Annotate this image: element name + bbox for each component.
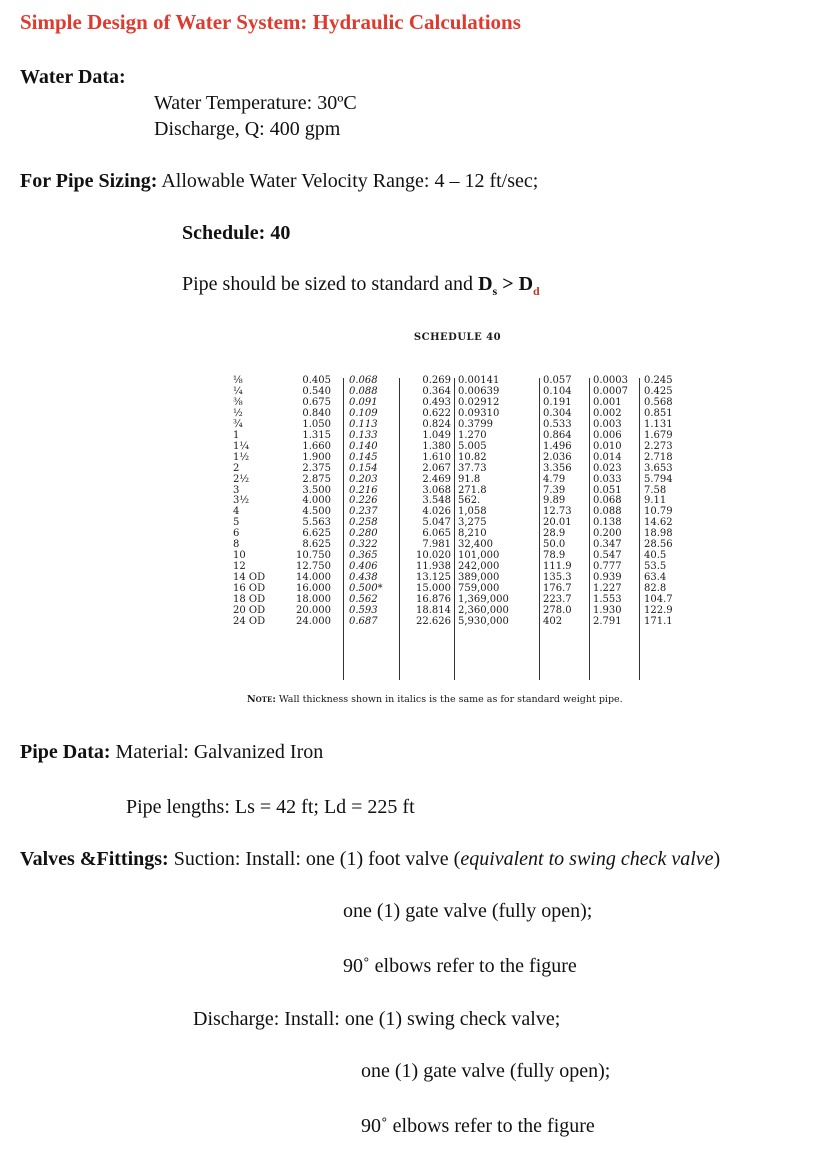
table-cell: 5.563 — [302, 517, 331, 529]
table-cell: 0.493 — [422, 396, 451, 408]
schedule-label: Schedule: 40 — [182, 222, 291, 244]
table-cell: 0.547 — [593, 550, 622, 562]
table-cell: 0.438 — [349, 572, 378, 584]
sizing-rule-text: Pipe should be sized to standard and — [182, 273, 479, 295]
table-cell: 0.562 — [349, 594, 378, 606]
table-cell: 0.003 — [593, 418, 622, 430]
table-cell: 0.109 — [349, 407, 378, 419]
table-cell: 101,000 — [458, 550, 500, 562]
table-cell: 3 — [233, 484, 240, 496]
table-cell: 1 — [233, 429, 240, 441]
table-cell: ¾ — [233, 418, 243, 430]
table-cell: 0.280 — [349, 528, 378, 540]
table-cell: 1.660 — [302, 440, 331, 452]
table-cell: 0.140 — [349, 440, 378, 452]
table-cell: 0.138 — [593, 517, 622, 529]
table-cell: 2.791 — [593, 615, 622, 627]
pipe-data-heading: Pipe Data: — [20, 741, 111, 763]
discharge-rate: Discharge, Q: 400 gpm — [154, 118, 341, 140]
col-flow-area — [543, 376, 589, 628]
discharge-elbows: 90˚ elbows refer to the figure — [361, 1115, 595, 1137]
water-data-heading: Water Data: — [20, 66, 126, 88]
table-cell: 1.049 — [422, 429, 451, 441]
table-divider — [589, 378, 590, 680]
page-title: Simple Design of Water System: Hydraulic Calculations — [20, 10, 521, 34]
table-cell: 0.010 — [593, 440, 622, 452]
table-cell: 10.020 — [416, 550, 451, 562]
table-cell: 7.58 — [644, 484, 667, 496]
table-cell: 3,275 — [458, 517, 487, 529]
table-cell: 20.01 — [543, 517, 572, 529]
table-cell: 22.626 — [416, 615, 451, 627]
table-cell: 7.981 — [422, 539, 451, 551]
table-cell: 1.679 — [644, 429, 673, 441]
table-cell: 5.047 — [422, 517, 451, 529]
valves-heading: Valves &Fittings: — [20, 848, 169, 870]
table-cell: 1,369,000 — [458, 594, 509, 606]
col-wall-thickness — [349, 376, 399, 628]
table-cell: ¼ — [233, 385, 243, 397]
table-cell: 0.088 — [593, 506, 622, 518]
ds-symbol: $D_s$ — [478, 273, 498, 298]
table-cell: 0.00639 — [458, 385, 500, 397]
table-cell: 6.065 — [422, 528, 451, 540]
table-cell: 111.9 — [543, 561, 572, 573]
table-cell: 1.496 — [543, 440, 572, 452]
table-cell: 15.000 — [416, 583, 451, 595]
table-cell: 18.000 — [296, 594, 331, 606]
table-cell: 0.347 — [593, 539, 622, 551]
table-cell: 0.851 — [644, 407, 673, 419]
table-cell: 1.227 — [593, 583, 622, 595]
table-cell: 37.73 — [458, 462, 487, 474]
table-cell: 0.258 — [349, 517, 378, 529]
table-cell: 0.200 — [593, 528, 622, 540]
table-cell: 0.068 — [349, 375, 378, 386]
table-cell: 3.548 — [422, 495, 451, 507]
table-cell: 0.057 — [543, 375, 572, 386]
table-cell: 1.380 — [422, 440, 451, 452]
table-cell: 5.794 — [644, 473, 673, 485]
table-cell: 2.718 — [644, 451, 673, 463]
table-cell: 18 OD — [233, 594, 266, 606]
table-cell: 1.050 — [302, 418, 331, 430]
table-cell: 0.014 — [593, 451, 622, 463]
table-cell: 0.216 — [349, 484, 378, 496]
table-cell: 0.091 — [349, 396, 378, 408]
table-cell: 4.500 — [302, 506, 331, 518]
table-cell: 82.8 — [644, 583, 667, 595]
sizing-rule — [182, 273, 540, 299]
table-cell: 0.365 — [349, 550, 378, 562]
table-cell: 0.002 — [593, 407, 622, 419]
table-cell: 104.7 — [644, 594, 673, 606]
table-cell: 2½ — [233, 473, 250, 485]
table-cell: 4.79 — [543, 473, 566, 485]
col-weight — [644, 376, 688, 628]
table-cell: 0.145 — [349, 451, 378, 463]
table-cell: 271.8 — [458, 484, 487, 496]
table-cell: 3.653 — [644, 462, 673, 474]
table-cell: 10.750 — [296, 550, 331, 562]
table-cell: 91.8 — [458, 473, 481, 485]
table-cell: 0.687 — [349, 615, 378, 627]
table-cell: 5.005 — [458, 440, 487, 452]
table-cell: 0.154 — [349, 462, 378, 474]
table-cell: 0.864 — [543, 429, 572, 441]
table-cell: 0.3799 — [458, 418, 493, 430]
table-cell: 2.875 — [302, 473, 331, 485]
table-cell: 9.11 — [644, 495, 667, 507]
table-cell: 78.9 — [543, 550, 566, 562]
table-cell: ½ — [233, 407, 243, 419]
table-cell: 0.023 — [593, 462, 622, 474]
pipe-sizing-heading: For Pipe Sizing: — [20, 170, 158, 192]
table-cell: 0.0007 — [593, 385, 628, 397]
table-cell: 16 OD — [233, 583, 266, 595]
table-cell: 1½ — [233, 451, 250, 463]
table-cell: 14.000 — [296, 572, 331, 584]
table-cell: 13.125 — [416, 572, 451, 584]
table-cell: 3½ — [233, 495, 250, 507]
table-cell: 278.0 — [543, 605, 572, 617]
table-cell: 0.191 — [543, 396, 572, 408]
table-cell: 6.625 — [302, 528, 331, 540]
table-cell: 5,930,000 — [458, 615, 509, 627]
table-cell: 0.939 — [593, 572, 622, 584]
table-cell: 3.068 — [422, 484, 451, 496]
table-cell: 562. — [458, 495, 481, 507]
table-cell: 1,058 — [458, 506, 487, 518]
table-cell: 3.500 — [302, 484, 331, 496]
table-cell: 0.02912 — [458, 396, 500, 408]
table-cell: 0.051 — [593, 484, 622, 496]
table-cell: 0.540 — [302, 385, 331, 397]
table-cell: 0.113 — [349, 418, 378, 430]
table-cell: 0.405 — [302, 375, 331, 386]
table-cell: 242,000 — [458, 561, 500, 573]
note-label: Note: — [247, 694, 276, 705]
table-cell: 2 — [233, 462, 240, 474]
table-cell: 1.131 — [644, 418, 673, 430]
table-cell: 1¼ — [233, 440, 250, 452]
table-cell: 4 — [233, 506, 240, 518]
table-cell: 0.237 — [349, 506, 378, 518]
col-outside-diameter — [287, 376, 331, 628]
table-cell: 11.938 — [416, 561, 451, 573]
table-cell: 1.610 — [422, 451, 451, 463]
table-cell: 3.356 — [543, 462, 572, 474]
table-divider — [539, 378, 540, 680]
discharge-check-valve: Discharge: Install: one (1) swing check valve; — [193, 1008, 561, 1030]
suction-foot-valve: Suction: Install: one (1) foot valve (equivalent to swing check valve) — [173, 848, 721, 870]
table-cell: 0.104 — [543, 385, 572, 397]
table-cell: 53.5 — [644, 561, 667, 573]
table-cell: 0.033 — [593, 473, 622, 485]
table-cell: 0.675 — [302, 396, 331, 408]
table-cell: 2.469 — [422, 473, 451, 485]
table-cell: 176.7 — [543, 583, 572, 595]
table-cell: 0.840 — [302, 407, 331, 419]
table-cell: 7.39 — [543, 484, 566, 496]
table-note — [247, 694, 623, 705]
table-cell: 28.56 — [644, 539, 673, 551]
table-cell: 14 OD — [233, 572, 266, 584]
table-cell: 10.79 — [644, 506, 673, 518]
table-cell: 2.036 — [543, 451, 572, 463]
velocity-range: Allowable Water Velocity Range: 4 – 12 ft/sec; — [161, 170, 539, 192]
table-cell: 0.006 — [593, 429, 622, 441]
table-cell: 0.406 — [349, 561, 378, 573]
table-cell: 4.000 — [302, 495, 331, 507]
table-cell: 18.814 — [416, 605, 451, 617]
table-cell: 0.226 — [349, 495, 378, 507]
table-cell: 20.000 — [296, 605, 331, 617]
pipe-lengths: Pipe lengths: Ls = 42 ft; Ld = 225 ft — [126, 796, 415, 818]
table-cell: 0.269 — [422, 375, 451, 386]
table-cell: 0.364 — [422, 385, 451, 397]
pipe-material: Material: Galvanized Iron — [115, 741, 324, 763]
table-cell: 0.0003 — [593, 375, 628, 386]
note-text: Wall thickness shown in italics is the same as for standard weight pipe. — [275, 694, 623, 705]
table-cell: 0.425 — [644, 385, 673, 397]
table-cell: 0.001 — [593, 396, 622, 408]
suction-gate-valve: one (1) gate valve (fully open); — [343, 900, 593, 922]
table-cell: 6 — [233, 528, 240, 540]
valves-line — [20, 848, 720, 871]
table-cell: 0.09310 — [458, 407, 500, 419]
greater-than-symbol: > — [497, 273, 519, 295]
table-cell: 50.0 — [543, 539, 566, 551]
table-cell: 135.3 — [543, 572, 572, 584]
table-cell: 8,210 — [458, 528, 487, 540]
table-divider — [454, 378, 455, 680]
table-cell: 63.4 — [644, 572, 667, 584]
table-cell: 0.777 — [593, 561, 622, 573]
table-cell: 0.622 — [422, 407, 451, 419]
table-cell: 2.273 — [644, 440, 673, 452]
table-cell: 0.568 — [644, 396, 673, 408]
table-cell: 1.930 — [593, 605, 622, 617]
table-cell: 14.62 — [644, 517, 673, 529]
table-cell: ⅛ — [233, 375, 243, 386]
table-cell: 0.824 — [422, 418, 451, 430]
table-cell: 0.500* — [349, 583, 383, 595]
table-cell: 20 OD — [233, 605, 266, 617]
table-cell: 18.98 — [644, 528, 673, 540]
col-area-factor — [458, 376, 532, 628]
table-cell: 40.5 — [644, 550, 667, 562]
table-cell: 0.088 — [349, 385, 378, 397]
table-cell: 1.900 — [302, 451, 331, 463]
table-divider — [343, 378, 344, 680]
table-cell: 2.067 — [422, 462, 451, 474]
table-cell: 16.876 — [416, 594, 451, 606]
table-cell: 0.593 — [349, 605, 378, 617]
table-cell: ⅜ — [233, 396, 243, 408]
table-cell: 0.068 — [593, 495, 622, 507]
table-title: SCHEDULE 40 — [413, 332, 502, 343]
table-cell: 0.245 — [644, 375, 673, 386]
table-cell: 1.315 — [302, 429, 331, 441]
col-section-factor — [593, 376, 639, 628]
table-cell: 4.026 — [422, 506, 451, 518]
table-cell: 9.89 — [543, 495, 566, 507]
table-divider — [639, 378, 640, 680]
table-cell: 24.000 — [296, 615, 331, 627]
table-cell: 2.375 — [302, 462, 331, 474]
table-cell: 28.9 — [543, 528, 566, 540]
table-cell: 0.133 — [349, 429, 378, 441]
table-cell: 12 — [233, 561, 246, 573]
schedule-40-table — [225, 328, 690, 718]
table-cell: 8 — [233, 539, 240, 551]
water-temperature: Water Temperature: 30ºC — [154, 92, 357, 114]
table-cell: 223.7 — [543, 594, 572, 606]
table-cell: 0.322 — [349, 539, 378, 551]
table-cell: 16.000 — [296, 583, 331, 595]
table-cell: 0.00141 — [458, 375, 500, 386]
table-cell: 12.750 — [296, 561, 331, 573]
table-cell: 8.625 — [302, 539, 331, 551]
table-cell: 759,000 — [458, 583, 500, 595]
table-cell: 10 — [233, 550, 246, 562]
dd-symbol: $D_d$ — [518, 273, 540, 298]
table-cell: 0.304 — [543, 407, 572, 419]
table-cell: 1.553 — [593, 594, 622, 606]
table-cell: 32,400 — [458, 539, 493, 551]
table-cell: 5 — [233, 517, 240, 529]
table-divider — [399, 378, 400, 680]
table-cell: 402 — [543, 615, 563, 627]
table-cell: 1.270 — [458, 429, 487, 441]
discharge-gate-valve: one (1) gate valve (fully open); — [361, 1060, 611, 1082]
suction-elbows: 90˚ elbows refer to the figure — [343, 955, 577, 977]
table-cell: 12.73 — [543, 506, 572, 518]
col-nominal-size — [233, 376, 285, 628]
table-cell: 24 OD — [233, 615, 266, 627]
table-cell: 122.9 — [644, 605, 673, 617]
table-cell: 171.1 — [644, 615, 673, 627]
col-inside-diameter — [401, 376, 451, 628]
table-cell: 0.203 — [349, 473, 378, 485]
pipe-data-line — [20, 741, 323, 764]
table-cell: 2,360,000 — [458, 605, 509, 617]
table-cell: 0.533 — [543, 418, 572, 430]
table-cell: 389,000 — [458, 572, 500, 584]
table-cell: 10.82 — [458, 451, 487, 463]
pipe-sizing-line — [20, 170, 538, 193]
